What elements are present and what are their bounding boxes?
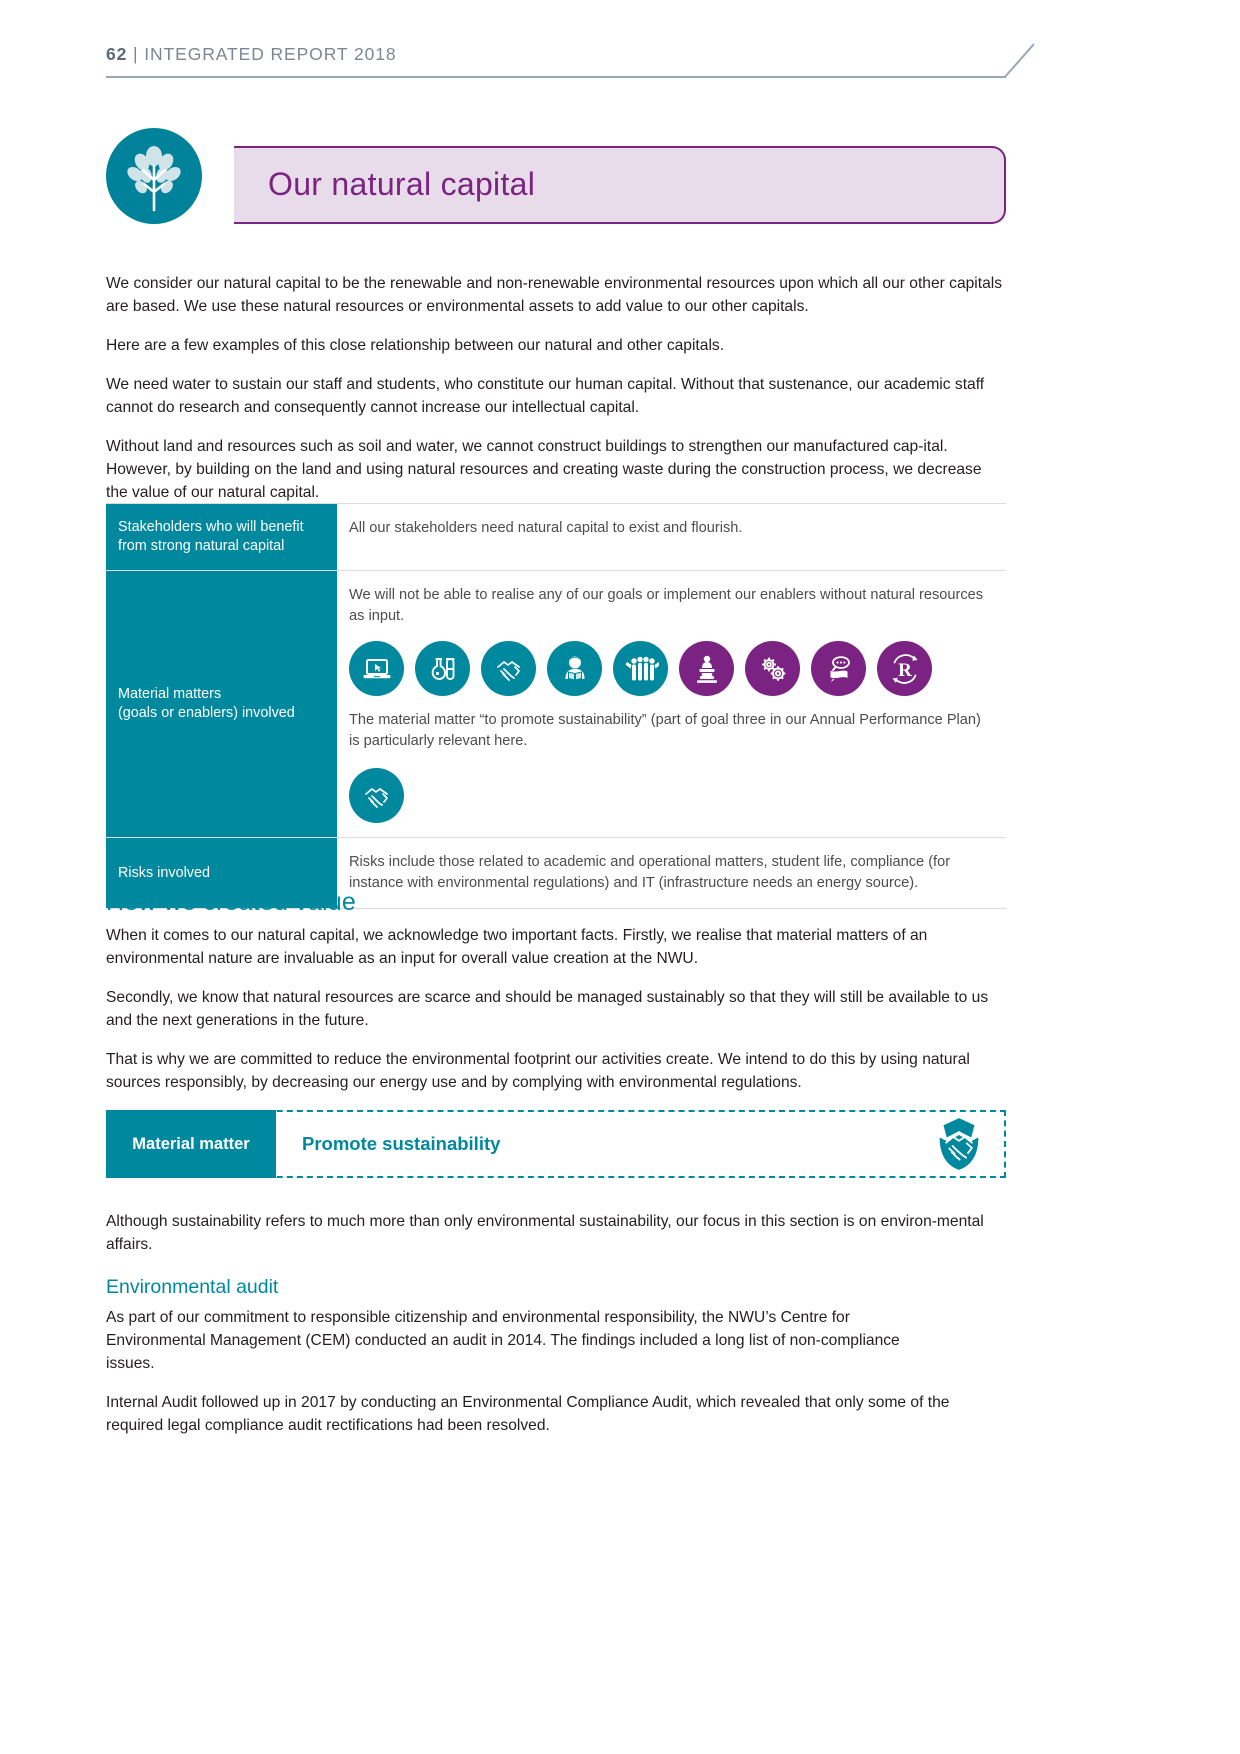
svg-text:R: R	[897, 659, 912, 681]
tree-icon	[118, 140, 190, 212]
handshake-icon-badge-solo	[349, 768, 404, 823]
intro-paragraph: We consider our natural capital to be the renewable and non-renewable environmental resources upon which all our other capitals are based. We use these natural resources or environmental assets to add value to our other capitals.	[106, 275, 1003, 315]
report-title: INTEGRATED REPORT 2018	[144, 44, 397, 64]
material-matter-tag: Material matter	[106, 1110, 276, 1178]
audit-paragraph: As part of our commitment to responsible citizenship and environmental responsibility, the NWU’s Centre for Environmental Management (CEM) conducted an audit in 2014. The findings included a long list of non-compliance issues.	[106, 1309, 900, 1372]
row-label-stakeholders	[106, 504, 337, 570]
group-of-people-icon-badge	[613, 641, 668, 696]
intro-text	[106, 272, 1006, 520]
table-row	[106, 504, 1006, 571]
running-head	[106, 44, 1134, 65]
after-band-paragraph: Although sustainability refers to much more than only environmental sustainability, our focus in this section is on environ-mental affairs.	[106, 1213, 984, 1253]
handshake-icon	[353, 772, 401, 820]
audit-paragraph: Internal Audit followed up in 2017 by conducting an Environmental Compliance Audit, which revealed that only some of the required legal compliance audit rectifications had been resolved.	[106, 1394, 950, 1434]
row-body-paragraph: Risks include those related to academic and operational matters, student life, compliance (for instance with environmental regulations) and IT (infrastructure needs an energy source).	[349, 854, 951, 891]
row-label-line: (goals or enablers) involved	[118, 705, 295, 721]
page-number: 62	[106, 44, 128, 64]
laptop-icon	[360, 652, 394, 686]
speech-bubbles-icon-badge	[811, 641, 866, 696]
row-label-line: Material matters	[118, 686, 222, 702]
material-matter-label: Promote sustainability	[302, 1133, 501, 1154]
value-paragraph: Secondly, we know that natural resources are scarce and should be managed sustainably so that they will still be available to us and the next generations in the future.	[106, 989, 989, 1029]
after-band-text	[106, 1210, 1006, 1272]
intro-paragraph: We need water to sustain our staff and students, who constitute our human capital. Without that sustenance, our academic staff cannot do research and consequently cannot increase our intellectual capital.	[106, 376, 985, 416]
material-matter-icon-wrap	[914, 1112, 1004, 1176]
value-paragraph: When it comes to our natural capital, we acknowledge two important facts. Firstly, we realise that material matters of an environmental nature are invaluable as an input for overall value creation at the NWU.	[106, 927, 928, 967]
handshake-icon	[928, 1113, 990, 1175]
header-rule	[106, 76, 1006, 78]
row-label-line: Stakeholders who will benefit	[118, 519, 304, 535]
speech-bubbles-icon	[822, 652, 856, 686]
material-matter-band	[106, 1110, 1006, 1178]
row-body-material-matters	[337, 571, 1006, 837]
row-body-stakeholders	[337, 504, 1006, 570]
capital-banner	[106, 128, 1006, 224]
row-label-line: from strong natural capital	[118, 538, 285, 554]
flask-test-tube-icon-badge	[415, 641, 470, 696]
lecturer-podium-icon-badge	[679, 641, 734, 696]
header-separator: |	[133, 44, 139, 64]
natural-capital-badge	[106, 128, 202, 224]
handshake-icon	[485, 645, 533, 693]
page-header	[106, 44, 1134, 65]
section-heading-how-we-created-value: How we created value	[106, 888, 356, 916]
row-body-paragraph: All our stakeholders need natural capital to exist and flourish.	[349, 520, 743, 536]
group-of-people-icon	[623, 652, 659, 686]
corner-slash-icon	[1000, 40, 1040, 80]
section-heading-environmental-audit: Environmental audit	[106, 1276, 279, 1298]
banner-title: Our natural capital	[268, 166, 536, 202]
row-body-paragraph: We will not be able to realise any of our goals or implement our enablers without natural resources as input.	[349, 587, 984, 624]
capital-icon-strip	[349, 641, 992, 696]
flask-test-tube-icon	[426, 652, 460, 686]
student-reading-icon	[558, 652, 592, 686]
gears-icon-badge	[745, 641, 800, 696]
row-label-line: Risks involved	[118, 864, 210, 881]
capital-summary-table	[106, 503, 1006, 909]
rand-currency-icon-badge	[877, 641, 932, 696]
row-label-material-matters	[106, 571, 337, 837]
environmental-audit-text	[106, 1306, 1006, 1453]
handshake-icon-badge	[481, 641, 536, 696]
intro-paragraph: Without land and resources such as soil and water, we cannot construct buildings to strengthen our manufactured cap-ital. However, by building on the land and using natural resources and creating waste during the construction process, we decrease the value of our natural capital.	[106, 438, 982, 501]
laptop-icon-badge	[349, 641, 404, 696]
row-body-risks	[337, 838, 1006, 908]
how-we-created-value-text	[106, 924, 1006, 1110]
row-body-paragraph: The material matter “to promote sustainability” (part of goal three in our Annual Performance Plan) is particularly relevant here.	[349, 712, 981, 749]
intro-paragraph: Here are a few examples of this close relationship between our natural and other capitals.	[106, 337, 725, 354]
rand-currency-icon	[888, 652, 922, 686]
value-paragraph: That is why we are committed to reduce the environmental footprint our activities create. We intend to do this by using natural sources responsibly, by decreasing our energy use and by complying with environmental regulations.	[106, 1051, 970, 1091]
lecturer-podium-icon	[690, 652, 724, 686]
student-reading-icon-badge	[547, 641, 602, 696]
table-row	[106, 571, 1006, 838]
gears-icon	[756, 652, 790, 686]
